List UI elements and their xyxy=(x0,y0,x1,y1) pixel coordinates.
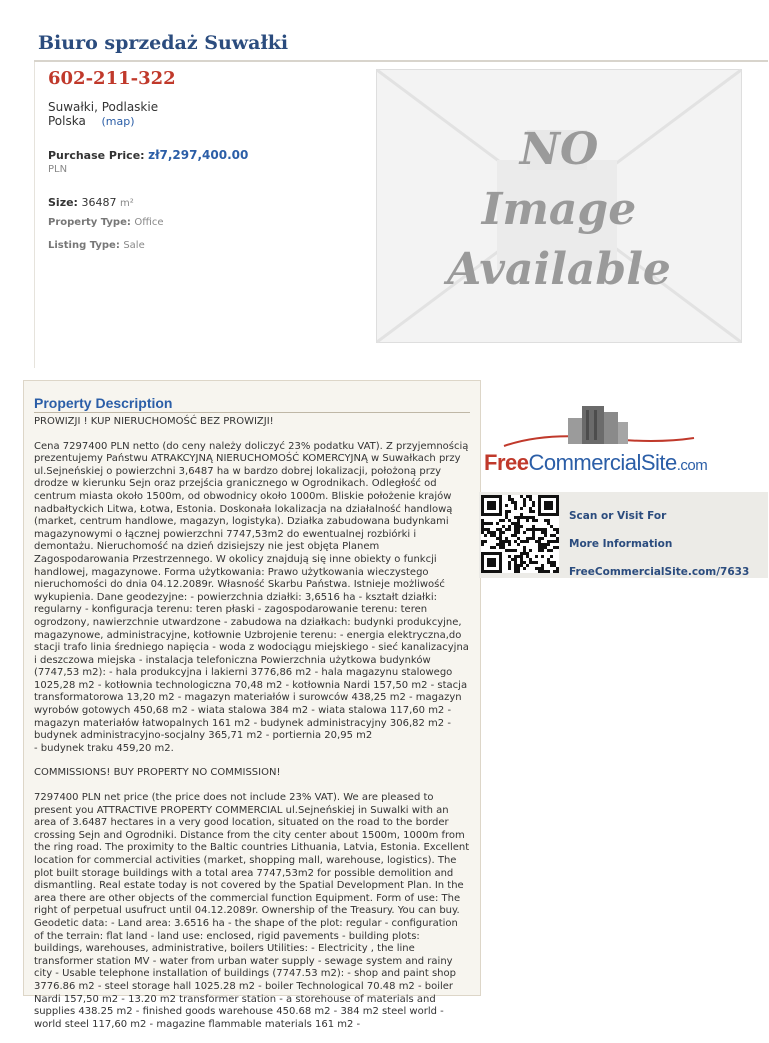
purchase-price-label: Purchase Price: xyxy=(48,149,145,162)
location-country: Polska xyxy=(48,114,86,128)
no-image-text-3: Available xyxy=(447,244,671,295)
listing-type-row xyxy=(48,238,145,251)
no-image-text-1: NO xyxy=(519,124,599,175)
purchase-price-row xyxy=(48,148,248,162)
description-paragraph: COMMISSIONS! BUY PROPERTY NO COMMISSION! xyxy=(34,767,281,779)
size-row xyxy=(48,196,134,209)
logo-com-text: .com xyxy=(676,457,708,474)
property-type-row xyxy=(48,215,164,228)
logo-commercial-text: CommercialSite xyxy=(528,450,677,475)
property-description-box xyxy=(23,380,481,1030)
building-icon xyxy=(484,400,714,450)
map-link[interactable]: (map) xyxy=(101,115,135,128)
description-heading: Property Description xyxy=(34,395,173,411)
logo-free-text: Free xyxy=(484,450,529,475)
currency-code: PLN xyxy=(48,164,68,175)
description-paragraph: Cena 7297400 PLN netto (do ceny należy doliczyć 23% podatku VAT). Z przyjemnością prezentujemy Państwu ATRAKCYJNĄ NIERUCHOMOŚĆ KOMERCYJNĄ w Suwałkach przy ul.Sejneńskiej o powierzchni 3,6487 ha w bardzo dobrej lokalizacji, położoną przy drodze w kierunku Sejn oraz przejścia granicznego w Ogrodnikach. Odległość od centrum miasta około 1500m, od obwodnicy około 1000m. Bliskie położenie krajów nadbałtyckich Litwa, Łotwa, Estonia. Doskonała lokalizacja na działalność handlową (market, centrum handlowe, magazyn, logistyka). Działka zabudowana budynkami magazynowymi o łącznej powierzchni 7747,53m2 do ewentualnej rozbiórki i demontażu. Nieruchomość na dzień dzisiejszy nie jest objęta Planem Zagospodarowania Przestrzennego. W okolicy znajdują się inne obiekty o funkcji handlowej, magazynowe. Forma użytkowania: Prawo użytkowania wieczystego nieruchomości do dnia 04.12.2089r. Własność Skarbu Państwa. Istnieje możliwość wykupienia. Dane geodezyjne: - powierzchnia działki: 3,6516 ha - kształt działki: regularny - konfiguracja terenu: teren płaski - zagospodarowanie terenu: teren ogrodzony, nawierzchnie utwardzone - zabudowa na działkach: budynki produkcyjne, magazynowe, administracyjne, kotłownie Uzbrojenie terenu: - energia elektryczna,do stacji trafo linia średniego napięcia - woda z wodociągu miejskiego - sieć kanalizacyjna i deszczowa miejska - instalacja telefoniczna Powierzchnia użytkowa budynków (7747,53 m2): - hala produkcyjna i lakierni 3776,86 m2 - hala magazynu stalowego 1025,28 m2 - kotłownia technologiczna 70,48 m2 - kotłownia Nardi 157,50 m2 - stacja transformatorowa 13,20 m2 - magazyn materiałów i surowców 438,25 m2 - magazyn wyrobów gotowych 450,68 m2 - wiata stalowa 384 m2 - wiata stalowa 117,60 m2 - magazyn materiałów łatwopalnych 161 m2 - budynek administracyjny 306,82 m2 - budynek administracyjno-socjalny 365,71 m2 - portiernia 20,95 m2 - budynek traku 459,20 m2. xyxy=(34,440,469,754)
property-type-value: Office xyxy=(134,217,164,228)
qr-code[interactable] xyxy=(481,495,559,573)
qr-code-icon xyxy=(481,495,559,573)
size-label: Size: xyxy=(48,196,78,209)
description-body xyxy=(34,416,470,1043)
no-image-text-2: Image xyxy=(481,184,637,235)
location-city-region: Suwałki, Podlaskie xyxy=(48,100,159,114)
property-type-label: Property Type: xyxy=(48,217,131,228)
listing-type-value: Sale xyxy=(123,240,145,251)
size-unit: m² xyxy=(119,198,134,209)
page-title: Biuro sprzedaż Suwałki xyxy=(38,32,289,54)
size-value: 36487 xyxy=(81,196,117,209)
qr-caption-url[interactable]: FreeCommercialSite.com/7633 xyxy=(569,566,750,578)
listing-type-label: Listing Type: xyxy=(48,240,120,251)
site-logo-text[interactable] xyxy=(484,450,707,476)
description-divider xyxy=(34,412,470,413)
description-paragraph: PROWIZJI ! KUP NIERUCHOMOŚĆ BEZ PROWIZJI! xyxy=(34,416,274,427)
purchase-price-value: zł7,297,400.00 xyxy=(148,148,249,162)
phone-number: 602-211-322 xyxy=(48,68,176,89)
qr-caption-2: More Information xyxy=(569,538,673,550)
qr-caption-1: Scan or Visit For xyxy=(569,510,667,522)
location-country-line xyxy=(48,114,135,128)
no-image-placeholder xyxy=(376,69,742,343)
description-paragraph: 7297400 PLN net price (the price does not include 23% VAT). We are pleased to present you ATTRACTIVE PROPERTY COMMERCIAL ul.Sejneńskiej in Suwalki with an area of 3.6487 hectares in a very good location, situated on the road to the border crossing Sejn and Ogrodniki. Distance from the city center about 1500m, 1000m from the ring road. The proximity to the Baltic countries Lithuania, Latvia, Estonia. Excellent location for commercial activities (market, shopping mall, warehouse, logistics). The plot built storage buildings with a total area 7747,53m2 for possible demolition and dismantling. Real estate today is not covered by the Spatial Development Plan. In the area there are other objects of the commercial function Equipment. Form of use: The right of perpetual usufruct until 04.12.2089r. Ownership of the Treasury. You can buy. Geodetic data: - Land area: 3.6516 ha - the shape of the plot: regular - configuration of the terrain: flat land - land use: enclosed, rigid pavements - building plots: buildings, warehouses, administrative, boilers Utilities: - Electricity , the line transformer station MV - water from urban water supply - sewage system and rainy city - Usable telephone installation of buildings (7747.53 m2): - shop and paint shop 3776.86 m2 - steel storage hall 1025.28 m2 - boiler Technological 70.48 m2 - boiler Nardi 157,50 m2 - 13.20 m2 transformer station - a storehouse of materials and supplies 438.25 m2 - finished goods warehouse 450.68 m2 - 384 m2 steel world - world steel 117,60 m2 - magazine flammable materials 161 m2 - xyxy=(34,792,470,1030)
